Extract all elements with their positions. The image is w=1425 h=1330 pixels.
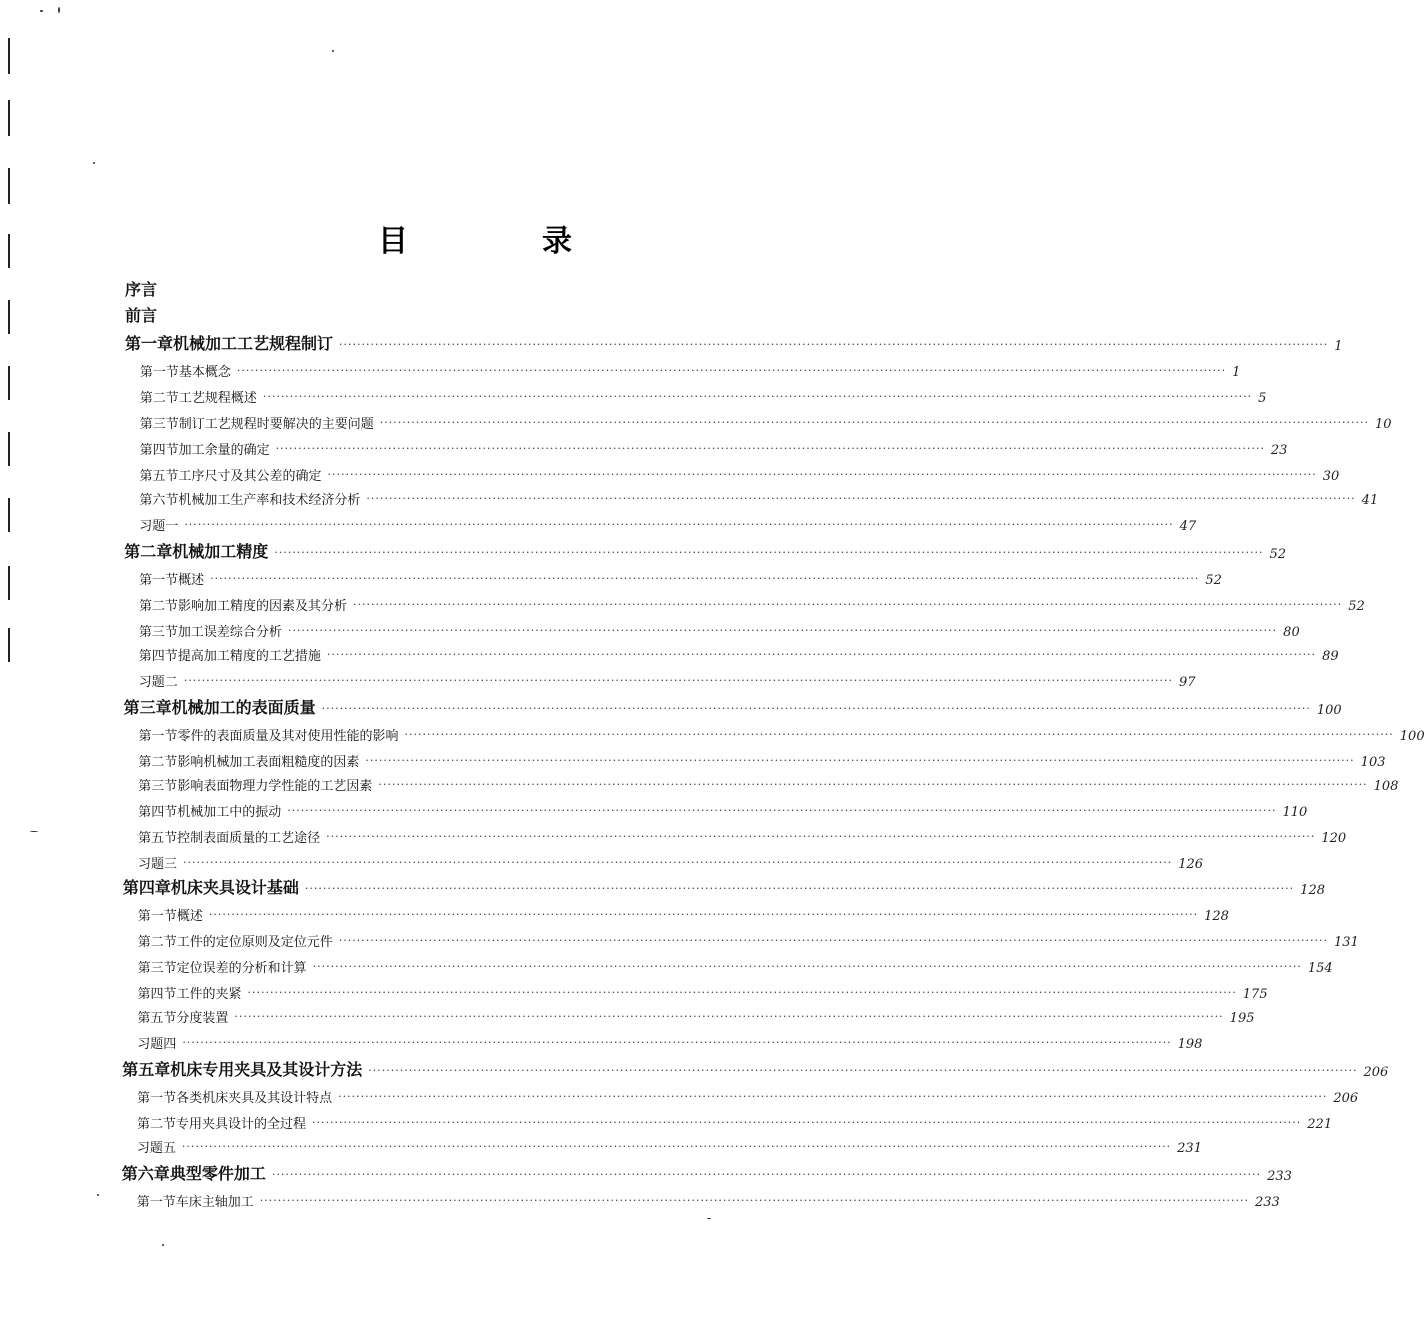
dot-leader: ···························································································································································································································· [247, 986, 1237, 999]
page-number: 100 [1399, 729, 1425, 744]
toc-section-row [136, 1132, 1202, 1156]
toc-section-row [137, 900, 1229, 924]
toc-section-row [138, 796, 1308, 820]
toc-chapter-row [124, 538, 1287, 562]
dot-leader: ···························································································································································································································· [181, 1140, 1172, 1153]
page-number: 206 [1333, 1091, 1359, 1106]
page-number: 97 [1178, 675, 1196, 690]
section-label: 第二节 [138, 755, 178, 770]
front-matter-label: 序言 [125, 280, 158, 299]
toc-section-row [138, 770, 1399, 794]
toc-section-row [139, 434, 1288, 458]
dot-leader: ···························································································································································································································· [326, 648, 1317, 661]
page-number: 233 [1254, 1195, 1280, 1210]
section-label: 第三节 [137, 961, 177, 976]
toc-section-row [138, 640, 1339, 664]
front-matter-item [125, 276, 157, 300]
dot-leader: ···························································································································································································································· [234, 1010, 1224, 1023]
section-label: 第四节 [138, 805, 178, 820]
section-title: 车床主轴加工 [175, 1195, 254, 1210]
page-number: 80 [1283, 625, 1300, 640]
dot-leader: ···························································································································································································································· [210, 572, 1200, 585]
dot-leader: ···························································································································································································································· [338, 1090, 1328, 1103]
toc-chapter-row [122, 1056, 1389, 1080]
page-number: 108 [1373, 779, 1399, 794]
section-title: 加工余量的确定 [178, 443, 270, 458]
chapter-title: 机械加工的表面质量 [171, 698, 316, 717]
section-label: 第三节 [139, 417, 179, 432]
toc-section-row [137, 978, 1268, 1002]
section-label: 习题五 [136, 1141, 176, 1156]
page-number: 206 [1363, 1065, 1389, 1080]
page-number: 30 [1322, 469, 1340, 484]
section-title: 定位误差的分析和计算 [176, 961, 307, 976]
section-title: 影响表面物理力学性能的工艺因素 [177, 779, 373, 794]
page-number: 128 [1300, 883, 1325, 898]
section-title: 机械加工中的振动 [177, 805, 282, 820]
toc-section-row [139, 408, 1392, 432]
section-label: 第四节 [137, 987, 177, 1002]
toc-section-row [138, 848, 1204, 872]
dot-leader: ···························································································································································································································· [404, 728, 1394, 741]
page-number: 23 [1270, 443, 1288, 458]
page-number: 5 [1258, 391, 1267, 406]
toc-section-row [139, 564, 1222, 588]
section-title: 各类机床夹具及其设计特点 [176, 1091, 333, 1106]
section-title: 控制表面质量的工艺途径 [177, 831, 321, 846]
section-label: 第一节 [138, 729, 178, 744]
chapter-label: 第五章 [122, 1060, 171, 1079]
dot-leader: ···························································································································································································································· [353, 598, 1343, 611]
dot-leader: ···························································································································································································································· [366, 492, 1356, 505]
chapter-label: 第六章 [121, 1164, 170, 1183]
page-number: 1 [1232, 365, 1241, 380]
page-number: 41 [1361, 493, 1379, 508]
page-number: 128 [1204, 909, 1229, 924]
dot-leader: ···························································································································································································································· [274, 546, 1264, 559]
dot-leader: ···························································································································································································································· [312, 960, 1302, 973]
section-title: 概述 [178, 573, 205, 588]
section-title: 专用夹具设计的全过程 [176, 1117, 307, 1132]
dot-leader: ···························································································································································································································· [184, 518, 1174, 531]
toc-section-row [139, 356, 1241, 380]
section-label: 第三节 [138, 779, 178, 794]
section-title: 工件的夹紧 [176, 987, 242, 1002]
page-number: 89 [1322, 649, 1339, 664]
section-title: 工序尺寸及其公差的确定 [178, 469, 322, 484]
page-number: 1 [1334, 339, 1343, 354]
toc-section-row [137, 1028, 1203, 1052]
section-label: 第二节 [139, 599, 179, 614]
section-label: 第三节 [138, 625, 178, 640]
toc-section-row [138, 616, 1300, 640]
dot-leader: ···························································································································································································································· [271, 1168, 1262, 1181]
dot-leader: ···························································································································································································································· [287, 624, 1278, 637]
dot-leader: ···························································································································································································································· [259, 1194, 1249, 1207]
page-number: 131 [1333, 935, 1359, 950]
section-title: 提高加工精度的工艺措施 [177, 649, 321, 664]
dot-leader: ···························································································································································································································· [326, 830, 1316, 843]
section-label: 第二节 [137, 935, 177, 950]
section-label: 习题二 [138, 675, 178, 690]
dot-leader: ···························································································································································································································· [304, 882, 1295, 895]
dot-leader: ···························································································································································································································· [327, 468, 1317, 481]
dot-leader: ···························································································································································································································· [262, 390, 1253, 403]
section-title: 分度装置 [176, 1011, 229, 1026]
toc-chapter-row [121, 1160, 1292, 1184]
dot-leader: ···························································································································································································································· [183, 856, 1173, 869]
chapter-title: 机床夹具设计基础 [170, 878, 299, 897]
toc-section-row [139, 484, 1379, 508]
section-title: 制订工艺规程时要解决的主要问题 [178, 417, 374, 432]
toc-section-row [137, 926, 1359, 950]
page-number: 198 [1177, 1037, 1203, 1052]
chapter-label: 第三章 [123, 698, 172, 717]
toc-section-row [138, 720, 1425, 744]
toc-section-row [139, 460, 1340, 484]
dot-leader: ···························································································································································································································· [379, 416, 1369, 429]
section-label: 第四节 [139, 443, 179, 458]
page-number: 52 [1269, 547, 1287, 562]
section-label: 第一节 [137, 909, 177, 924]
dot-leader: ···························································································································································································································· [368, 1064, 1358, 1077]
toc-section-row [137, 1082, 1359, 1106]
section-label: 习题一 [139, 519, 179, 534]
toc-chapter-row [123, 694, 1342, 718]
section-label: 第二节 [137, 1117, 177, 1132]
dot-leader: ···························································································································································································································· [182, 1036, 1172, 1049]
dot-leader: ···························································································································································································································· [183, 674, 1173, 687]
toc-section-row [136, 1186, 1280, 1210]
page-number: 103 [1360, 755, 1386, 770]
toc-section-row [137, 1002, 1255, 1026]
page-number: 195 [1229, 1011, 1255, 1026]
toc-section-row [137, 1108, 1333, 1132]
dot-leader: ···························································································································································································································· [378, 778, 1368, 791]
page-number: 233 [1267, 1169, 1292, 1184]
dot-leader: ···························································································································································································································· [339, 338, 1329, 351]
toc-chapter-row [122, 874, 1325, 898]
toc-chapter-row [125, 330, 1343, 354]
dot-leader: ···························································································································································································································· [321, 702, 1311, 715]
section-label: 第五节 [138, 831, 178, 846]
toc-section-row [139, 510, 1197, 534]
page-number: 120 [1321, 831, 1347, 846]
page-number: 110 [1282, 805, 1308, 820]
chapter-label: 第四章 [122, 878, 171, 897]
section-title: 工件的定位原则及定位元件 [176, 935, 333, 950]
dot-leader: ···························································································································································································································· [287, 804, 1277, 817]
dot-leader: ···························································································································································································································· [312, 1116, 1302, 1129]
toc-section-row [138, 746, 1386, 770]
section-title: 零件的表面质量及其对使用性能的影响 [177, 729, 399, 744]
page-number: 100 [1316, 703, 1342, 718]
chapter-title: 典型零件加工 [169, 1164, 266, 1183]
section-label: 第六节 [139, 493, 179, 508]
section-title: 基本概念 [178, 365, 231, 380]
front-matter-label: 前言 [125, 306, 158, 325]
toc-section-row [138, 822, 1347, 846]
dot-leader: ···························································································································································································································· [338, 934, 1328, 947]
page-number: 221 [1307, 1117, 1333, 1132]
chapter-title: 机床专用夹具及其设计方法 [170, 1060, 363, 1079]
page-number: 154 [1307, 961, 1333, 976]
section-label: 习题三 [138, 857, 178, 872]
dot-leader: ···························································································································································································································· [236, 364, 1227, 377]
section-label: 第一节 [137, 1091, 177, 1106]
page-number: 52 [1205, 573, 1222, 588]
page-number: 175 [1242, 987, 1268, 1002]
section-title: 影响机械加工表面粗糙度的因素 [177, 755, 360, 770]
dot-leader: ···························································································································································································································· [275, 442, 1265, 455]
section-title: 影响加工精度的因素及其分析 [178, 599, 348, 614]
section-title: 概述 [176, 909, 203, 924]
section-label: 第一节 [139, 573, 179, 588]
section-title: 机械加工生产率和技术经济分析 [178, 493, 361, 508]
dot-leader: ···························································································································································································································· [365, 754, 1355, 767]
page-number: 52 [1348, 599, 1365, 614]
section-label: 第一节 [139, 365, 179, 380]
toc-section-row [139, 382, 1267, 406]
chapter-title: 机械加工工艺规程制订 [173, 334, 334, 353]
section-title: 工艺规程概述 [178, 391, 257, 406]
front-matter-item [125, 302, 157, 326]
page-number: 231 [1177, 1141, 1202, 1156]
section-label: 第四节 [138, 649, 178, 664]
chapter-label: 第二章 [124, 542, 173, 561]
section-title: 加工误差综合分析 [177, 625, 282, 640]
page-title: 目 录 [378, 224, 624, 260]
section-label: 第一节 [136, 1195, 176, 1210]
chapter-title: 机械加工精度 [172, 542, 269, 561]
section-label: 习题四 [137, 1037, 177, 1052]
chapter-label: 第一章 [125, 334, 174, 353]
section-label: 第五节 [137, 1011, 177, 1026]
page-number: 126 [1178, 857, 1204, 872]
section-label: 第二节 [139, 391, 179, 406]
page-number: 47 [1179, 519, 1197, 534]
toc-section-row [139, 590, 1365, 614]
dot-leader: ···························································································································································································································· [208, 908, 1199, 921]
section-label: 第五节 [139, 469, 179, 484]
toc-section-row [137, 952, 1333, 976]
page-number: 10 [1374, 417, 1392, 432]
toc-section-row [138, 666, 1196, 690]
